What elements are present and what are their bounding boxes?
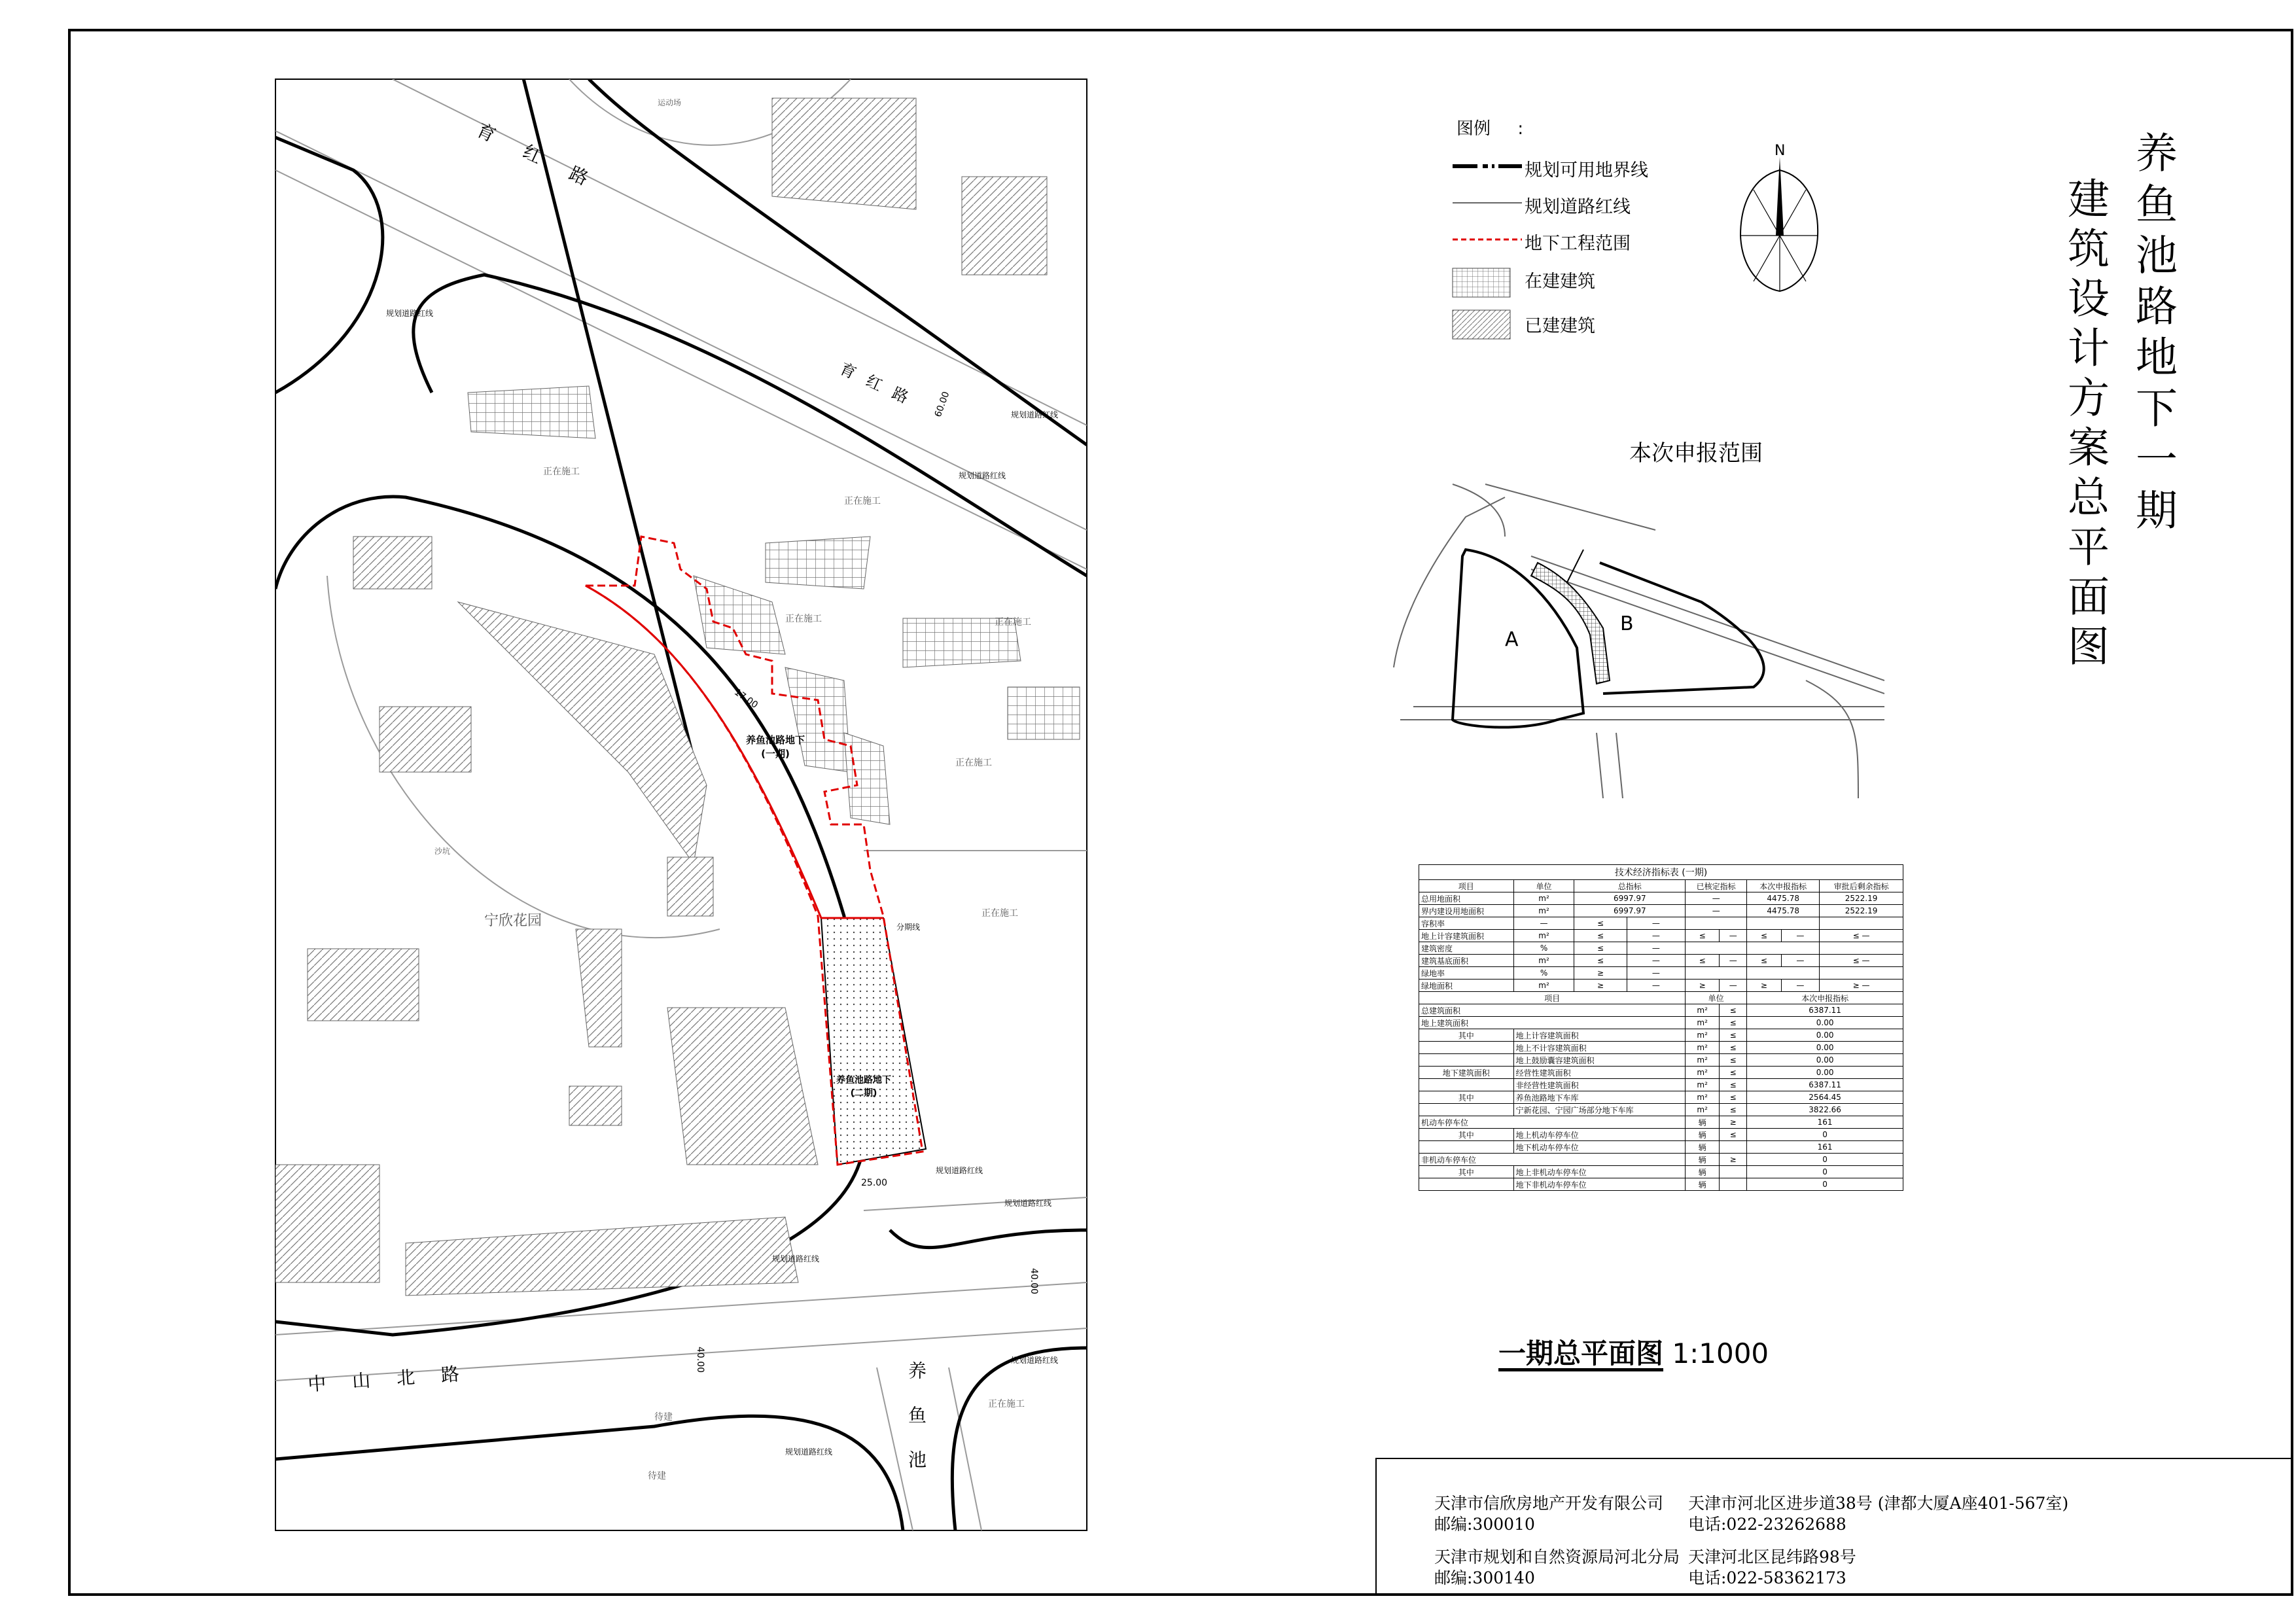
construction-label-6: 正在施工 [988, 1399, 1025, 1409]
table-row: 建筑基底面积 m² ≤ — ≤ — ≤ — ≤ — [1419, 955, 1903, 967]
construction-label-2: 正在施工 [543, 467, 580, 477]
red-line-label-6: 规划道路红线 [772, 1254, 820, 1263]
construction-label-7: 正在施工 [785, 614, 822, 624]
red-line-label-3: 规划道路红线 [959, 471, 1006, 480]
title-block [1375, 1458, 2291, 1595]
construction-label-1: 正在施工 [844, 496, 881, 506]
phase2-label: 养鱼池路地下 (二期) [836, 1075, 891, 1099]
tech-index-table [1419, 864, 1903, 1191]
table-row: 地下非机动车停车位 辆 0 [1419, 1178, 1903, 1191]
title-project: 养鱼池路地下一期 [2128, 131, 2177, 539]
table-row: 建筑密度 % ≤ — [1419, 942, 1903, 955]
table-row: 地上鼓励囊容建筑面积 m² ≤ 0.00 [1419, 1054, 1903, 1067]
company2-address: 天津河北区昆纬路98号 [1688, 1547, 1856, 1566]
table-row: 其中 地上机动车停车位 辆 ≤ 0 [1419, 1129, 1903, 1141]
keymap-plot-b: B [1620, 612, 1634, 635]
table-row: 地上不计容建筑面积 m² ≤ 0.00 [1419, 1042, 1903, 1054]
table-row: 其中 养鱼池路地下车库 m² ≤ 2564.45 [1419, 1091, 1903, 1104]
table-row: 地上计容建筑面积 m² ≤ — ≤ — ≤ — ≤ — [1419, 930, 1903, 942]
red-line-label-8: 规划道路红线 [785, 1447, 833, 1456]
table-row: 非机动车停车位 辆 ≥ 0 [1419, 1154, 1903, 1166]
table-row: 绿地率 % ≥ — [1419, 967, 1903, 980]
scale-caption: 一期总平面图 1:1000 [1498, 1337, 1769, 1369]
company2-phone: 电话:022-58362173 [1688, 1568, 1846, 1587]
red-line-label-1: 规划道路红线 [386, 309, 434, 318]
table-row: 总用地面积 m² 6997.97 — 4475.78 2522.19 [1419, 892, 1903, 905]
playground-label: 运动场 [658, 98, 682, 107]
garden-label: 宁欣花园 [484, 913, 542, 929]
north-arrow-icon [1734, 144, 1826, 308]
table-row: 容积率 — ≤ — [1419, 917, 1903, 930]
red-line-label-7: 规划道路红线 [1011, 1356, 1059, 1365]
table-row: 非经营性建筑面积 m² ≤ 6387.11 [1419, 1079, 1903, 1091]
table-row: 地下机动车停车位 辆 161 [1419, 1141, 1903, 1154]
road-label-zhongshan: 中山北路 [307, 1361, 486, 1396]
north-label: N [1775, 143, 1786, 159]
sandpit-label: 沙坑 [434, 847, 451, 856]
table-row: 地下建筑面积 经营性建筑面积 m² ≤ 0.00 [1419, 1067, 1903, 1079]
table-row: 宁新花园、宁园广场部分地下车库 m² ≤ 3822.66 [1419, 1104, 1903, 1116]
company1-zip: 邮编:300010 [1434, 1515, 1535, 1534]
legend-grid-swatch [1453, 268, 1510, 297]
table-row: 绿地面积 m² ≥ — ≥ — ≥ — ≥ — [1419, 980, 1903, 992]
dim-40a: 40.00 [1029, 1267, 1040, 1295]
red-line-label-2: 规划道路红线 [1011, 410, 1059, 419]
keymap-plot-a: A [1505, 628, 1519, 651]
dim-40b: 40.00 [695, 1346, 706, 1373]
legend-item-boundary: 规划可用地界线 [1525, 160, 1648, 181]
legend-item-diagonal-hatch: 已建建筑 [1525, 316, 1595, 336]
red-line-label-4: 规划道路红线 [936, 1166, 983, 1175]
table-head-1: 项目 单位 总指标 已核定指标 本次申报指标 审批后剩余指标 [1419, 880, 1903, 892]
key-map [1387, 458, 1884, 798]
pending-label-1: 待建 [654, 1412, 673, 1422]
company1-name: 天津市信欣房地产开发有限公司 [1434, 1494, 1664, 1513]
company2-name: 天津市规划和自然资源局河北分局 [1434, 1547, 1680, 1566]
table-caption: 技术经济指标表 (一期) [1419, 865, 1903, 880]
table-row: 其中 地上非机动车停车位 辆 0 [1419, 1166, 1903, 1178]
legend-swatches [1451, 150, 1523, 347]
red-line-label-5: 规划道路红线 [1004, 1199, 1052, 1208]
legend-diagonal-swatch [1453, 310, 1510, 339]
company2-zip: 邮编:300140 [1434, 1568, 1535, 1587]
dim-60: 60.00 [932, 390, 952, 419]
legend-item-grid-hatch: 在建建筑 [1525, 272, 1595, 292]
pending-label-2: 待建 [648, 1471, 666, 1481]
road-label-yuhong-2: 育红路 [837, 359, 923, 413]
table-row: 地上建筑面积 m² ≤ 0.00 [1419, 1017, 1903, 1029]
construction-label-5: 正在施工 [981, 908, 1018, 919]
dim-25: 25.00 [861, 1178, 888, 1188]
construction-label-3: 正在施工 [995, 617, 1031, 627]
phase1-label: 养鱼池路地下 (一期) [746, 734, 805, 760]
company1-phone: 电话:022-23262688 [1688, 1515, 1846, 1534]
title-drawing: 建筑设计方案总平面图 [2060, 177, 2109, 674]
table-row: 其中 地上计容建筑面积 m² ≤ 0.00 [1419, 1029, 1903, 1042]
legend-item-underground: 地下工程范围 [1525, 234, 1631, 254]
keymap-caption: 本次申报范围 [1629, 440, 1763, 467]
legend-item-road-line: 规划道路红线 [1525, 197, 1631, 217]
road-label-yangyuchi: 养鱼池 [906, 1361, 927, 1494]
dim-17: 17.00 [732, 686, 760, 711]
company1-address: 天津市河北区进步道38号 (津都大厦A座401-567室) [1688, 1494, 2069, 1513]
table-row: 机动车停车位 辆 ≥ 161 [1419, 1116, 1903, 1129]
table-head-2: 项目 单位 本次申报指标 [1419, 992, 1903, 1004]
road-label-yuhong: 育红路 [473, 118, 622, 203]
legend-heading: 图例 : [1457, 119, 1524, 139]
construction-label-4: 正在施工 [955, 758, 992, 768]
table-row: 界内建设用地面积 m² 6997.97 — 4475.78 2522.19 [1419, 905, 1903, 917]
split-line-label: 分期线 [896, 923, 921, 932]
table-row: 总建筑面积 m² ≤ 6387.11 [1419, 1004, 1903, 1017]
